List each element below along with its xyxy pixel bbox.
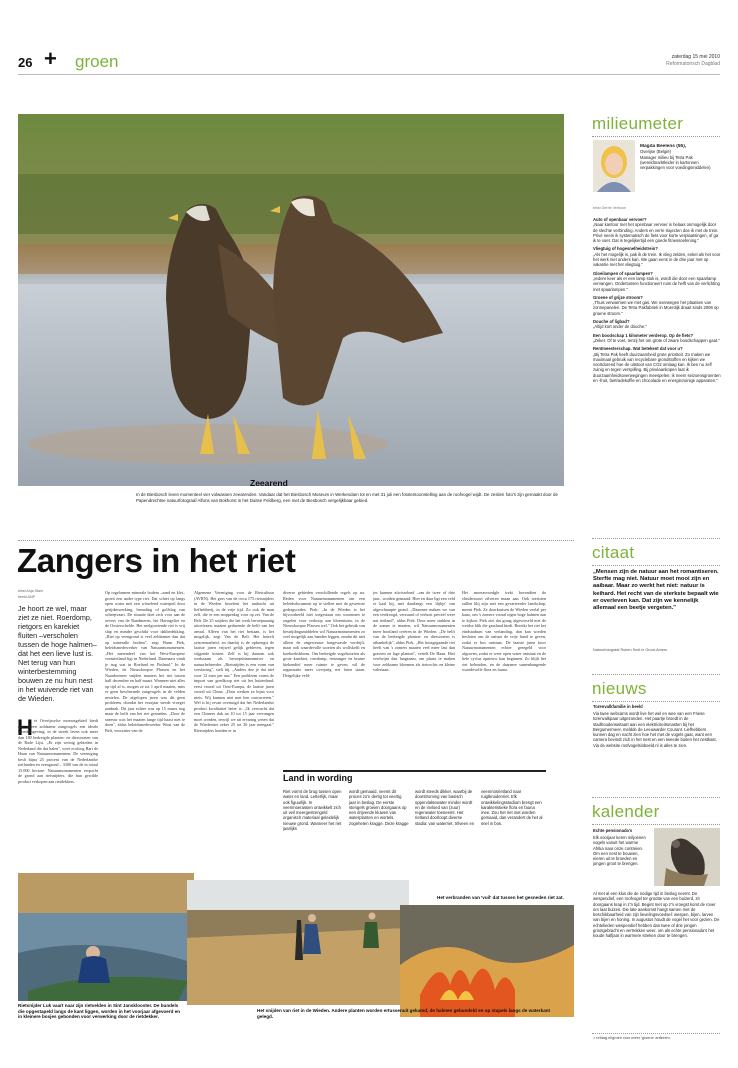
article-col-3 xyxy=(194,590,274,868)
qa-answer: „Bij Tetra Pak heeft duurzaamheid grote prioriteit. Zo maken we maximaal gebruik van recyclebare grondstoffen en kijken we voortdurend hoe de uitstoot van CO2 omlaag kan. Ik ben nu zelf zuinig en tegen verspilling. Bij privéaankopen laat ik duurzaamheidsoverwegingen meespelen: ik neem seizoensgroenten en -fruit, fairtradekoffie en chocolade en energiezuinige apparaten." xyxy=(593,351,721,384)
box-rule xyxy=(283,770,546,772)
qa-question: Auto of openbaar vervoer? xyxy=(593,217,647,222)
plus-icon: + xyxy=(44,46,57,71)
portrait-photo xyxy=(593,140,635,192)
kalender-rule xyxy=(592,824,720,825)
col4-text: diverse gebieden verschillende regels op na. Reden voor Natuurmonumenten om een beleidsdocument op te stellen met de gewenste gedragscodes. Piek: „In de Wieden is het bijvoorbeeld niet toegestaan om woonmen te ongelen voor verkoop aan bloemisten, in de Nieuwkoopse Plassen wel." Ook het gebruik van bestrijdingsmiddelen wil Natuurmonumenten zo veel mogelijk aan banden leggen, omdat dit niet alleen de ongewenste basgewasde verdrijft, maar ook waardevolle soorten als wolfskelfi en koekoeksbloem. Om bedreigde vogelsoorten als grote karekiet, roerdomp, rietzanger en bruine kiekendief meer ruimte te geven, wil de organisatie meer overjarig riet laten staan. Dergelijke veld- xyxy=(283,590,365,678)
hero-caption: In de Biesbosch leven momenteel vier volwassen zeearenden. Vandaar dat het Biesbosch Museum in Werkendam tot en met 31 juli een fototentoonstelling aan de roofvogel wijdt. De zeslien foto's zijn gemaakt door de Papendrechtse natuurfotograaf Alfons van Bokhorst in het Duitse Feldberg, een met de Biesbosch vergelijkbaar gebied. xyxy=(136,492,558,503)
kalender-title: kalender xyxy=(592,802,660,821)
person-name: Magda Beelens (55), xyxy=(640,144,687,149)
kalender-head: Echte pensionada's xyxy=(593,828,633,833)
caption-fire: Het verbranden van 'vuil' dat tussen het gesneden riet zat. xyxy=(437,895,564,900)
header-rule xyxy=(18,74,720,75)
caption-harvest: Het snijden van riet in de Wieden. Andere planten worden ertussenuit gekamd, de halmen gebundeld en op stapels langs de waterkant gelegd. xyxy=(257,1008,551,1019)
box-col-4: veenmosrietland naar ruigtkruidenriet. Elk ontwikkelingsstadium brengt een karakteristieke flora en fauna mee. Zou het riet niet worden gemaaid, dan verandert de het al snel in bos. xyxy=(481,789,543,826)
qa-answer: „Als het mogelijk is, pak ik de trein. Ik vlieg zelden, enkel als het voor het werk niet anders kan. We gaan eens in de drie jaar met op vakantie met het vliegtuig." xyxy=(593,251,721,268)
nieuws-rule xyxy=(592,701,720,702)
citaat-quote: „Mensen zijn de natuur aan het romantiseren. Sterfte mag niet. Natuur moet mooi zijn en aaibaar. Maar zo werkt het niet: natuur is keihard. Het recht van de sterkste bepaalt wie er overleven kan. Dat zijn we kennelijk allemaal een beetje vergeten." xyxy=(593,569,719,612)
milieumeter-title: milieumeter xyxy=(592,114,684,133)
nieuws-head: Torenvalkfamilie in beeld xyxy=(593,704,643,709)
qa-question: Rentmeesterschap. Wat betekent dat voor u? xyxy=(593,346,683,352)
milieumeter-credit: tekst Gerrie Verboon xyxy=(593,206,626,210)
citaat-title: citaat xyxy=(592,543,635,562)
qa-answer: „Iedere keer als er een lamp stuk is, wordt die door een spaarlamp vervangen. Ondertussen functioneert ruim de helft van de verlichting met spaarlampen." xyxy=(593,275,720,292)
nieuws-top-rule xyxy=(592,674,720,675)
byline-text: tekst Anja Stam xyxy=(18,589,43,593)
qa-question: Vliegtuig of hogesnelheidstrein? xyxy=(593,246,658,252)
article-col-5 xyxy=(373,590,455,768)
page-number: 26 xyxy=(18,55,33,70)
kalender-top-rule xyxy=(592,797,720,798)
qa-question: Een boodschap 1 kilometer verderop. Op de fiets? xyxy=(593,332,694,338)
photo-harvest xyxy=(187,880,409,1005)
photo-fire xyxy=(400,905,574,1017)
eagle-photo-image xyxy=(18,114,564,486)
qa-answer: „Zeker. Of te voet, tenzij het om grote of zware boodschappen gaat." xyxy=(593,337,720,343)
qa-answer: „Thuis verwarmen we met gas. We overwegen het plaatsen van zonnepanelen. De Tetra Pakfabriek in Moerdijk draait sinds 2006 op groene stroom." xyxy=(593,300,719,316)
box-col-1: Riet vormt de brug tussen open water en land. Letterlijk, maar ook figuurlijk. In veenmoerassen ontwikkelt zich uit veil meergestrengeld organisch materiaal geleidelijk nieuwe grond. Wanneer het riet jaarlijks xyxy=(283,789,342,832)
qa-question: Gloeilampen of spaarlampen? xyxy=(593,270,653,276)
citaat-rule xyxy=(592,565,720,566)
byline-photo: beeld ANP xyxy=(18,595,35,599)
kalender-bottom-rule xyxy=(592,1033,720,1034)
article-col-4 xyxy=(283,590,365,768)
article-col-6 xyxy=(462,590,546,768)
col6-text: Het moerasvoedgle trekt bovendien de vlinderooort zilveren maan aan. Ook toeristen zullen blij zijn met een gevarieerder landschap, meent Piek. Ze doorkruisen de Wieden veelal per kano, om 's zomers vooral tegen hoge halmen aan te kijken. Piek ziet dat graag afgewisseld met de weidse blik die grasland biedt. Bereikt het riet het eindstadium van verlanding, dan kan worden besloten om de natuur de vrije hand te geven, zodat er bos ontstaat. De laatste jaren koos Natuurmonumenten echter geregeld voor afgraven, zodat er weer open water ontstaat en de hele cyclus opnieuw kan beginnen. Zo blijft het riet behouden, en de daarmee samenhangende waardevolle flora en fauna. xyxy=(462,590,546,672)
box-title: Land in wording xyxy=(283,773,353,783)
col5-text: jes kunnen afwisselend –om de twee of drie jaar– worden gemaaid. Hier en daar ligt een veld er kaal bij, met daarlangs een 'dijkje' van afgeschraapte grond. „Daarmee maken we van een verdroogd, verzuurd of verbost perceel weer nat rietland", aldus Piek. Door meer stukken in de zomer te maaien, wil Natuurmonumenten meer hooiland creëren in de Wieden. „De helft van de bedreigde planten- en diersoorten is afhankelijk", aldus Piek. „Het hooigegaande riet heeft van 's zomers maaien veel meer last dan grassen en lage planten", vertelt De Haan. Hiet verdwijnt dan langzaam, om plaats te maken voor zeldzame bloemen als rietorchis en kleine valeriaan. xyxy=(373,590,455,672)
person-desc: Manager milieu bij Tetra Pak (wereldmarktleider in kartonnen verpakkingen voor voedingsmiddelen) xyxy=(640,154,711,171)
article-intro: Je hoort ze wel, maar ziet ze niet. Roerdomp, rietgors en karekiet fluiten –verscholen tussen de hoge halmen– dat het een lieve lust is. Net terug van hun winterbestemming bouwen ze nu hun nest in het wuivende riet van de Wieden. xyxy=(18,604,97,703)
bird-photo xyxy=(654,828,720,886)
article-col-2 xyxy=(105,590,185,868)
nieuws-title: nieuws xyxy=(592,679,647,698)
citaat-top-rule xyxy=(592,538,720,539)
col2-text: Op orgelarmen minerale bodem –zand en klei– groeit een ander type riet. Dat schiet op langs open water met een wisselend waterpeil door getijdenwerking, bemaling of golfslag van scheepvaart. De situatie doet zich voor aan de oevers van de Randmeren, het Haringvliet en de Oosterschelde. Het snelgroeiende riet is vrij slap en minder geschikt voor dakbedekking. „Riet op veengrond is veel zeldzamer dan dat op mineralle bodem", zegt Harm Piek, beleidsmedewerker van Natuurmonumenten. „Het merendeel van het West-Europese veenrietland ligt in Nederland. Daarnaast vindt je nog wat in Roeland en Finland." In de Wieden, de Nieuwkoopse Plassen en het Naardermeer snijden maaiers het riet tussen half december en half maart. Wanneer niet alles op tijd af is, mogen ze tot 1 april maaien, mits er geen beschermde zangvogels in de velden nestelen. De afgelopen jaren was dit geen probleem, doordat het voorjaar steeds vroeger aanbrak. Dit jaar echter was op 15 maart nog maar de helft van het riet gesneden. „Door de sneeuw was het maaien lange tijd haast niet te doen", aldus beleidsmedewerker Wout van de Belt, voorzitter van de xyxy=(105,590,185,733)
kalender-text1: Elk voorjaar keren miljoenen vogels vanuit het warme Afrika naar onze contreien. Om een nest te bouwen, eieren uit te broeden en jongen groot te brengen. xyxy=(593,835,646,867)
refdag-link[interactable]: > refdag.nl/groen voor meer 'groene' artikelen. xyxy=(593,1036,671,1040)
box-col-3: wordt steeds dikker, waarbij de doorstroming van basisch oppervlaktewater minder wordt en de invloed van (zuur) regenwater toeneemt. Het rietland doorloopt diverse stadia: van waterriet, trilveen en xyxy=(415,789,475,826)
article-headline: Zangers in het riet xyxy=(17,542,296,579)
col3-text: Algemene Vereniging voor de Rietcultuur (AVRN). Het gros van de circa 175 rietsnijders in de Wieden beoefent het ambacht uit liefhebberij, in de vrije tijd. Zo ook de man zelf, die er een snipperdag voor op zet. Van de Belt. De 25 snijders die het werk beroepsmatig uitoefenen, maaien gedurende de helft van het areaal. Alleen van het riet bestaan, is het mogelijk, zegt Van de Belt. Het betreft seizoensarbeid, en daarbij is de opbrengst de laatste jaren vrijwel gelijk gebleven, tegen stijgende kosten. Zelf is hij daarom ook werkzaam als beroepsbinnenmiser en natuurbeheerder. „Rietsnijden is een vorm van verslaving", stelt hij. „Anders doe je dat niet voor 12 euro per uur." Een probleem vormt de import van goedkoop riet uit het buitenland; eerst vooral uit Oost-Europa, de laatste jaren vooral uit China. „Daar werken ze bijna voor niets. Wij kunnen niet met hen concurreren." Wel is bij ervan overtuigd dat het Nederlandse product kwalitatief beter is. „Ik verwacht dat een Chinees dak na 10 tot 15 jaar vervangen moet worden, terwijl we uit ervaring weten dat de Wiedenriet zeker 25 tot 30 jaar meegaat." Rietsnijders houden er in xyxy=(194,590,274,733)
article-top-rule xyxy=(18,540,574,541)
box-col-2: wordt gemaaid, neemt dit proces zo'n dertig tot veertig jaar in beslag. De eerste stengels groeien doorgaans op een drijvende kluwen van waterplanten en wortels, zogeheten kragge. Deze kragge xyxy=(349,789,409,826)
nieuws-text: Via twee webcams wordt live het wel en wee van een Friese torenvalkpaar uitgezonden. Het paartje broedt in de stadhouderweitaart aan een elektriciteitsmasten bij het Bergumermeer, meldde de Leeuwarder Courant. Liefhebbers kunnen dag en nacht zien hoe het met de vogels gaat, want een camera bevindt zich in het nest en een tweede buiten het nestkast. Via de website roofvogelsinbeeld.nl is alles te zien. xyxy=(593,711,717,748)
kalender-text2: Al met al een klus die de nodige tijd in beslag neemt. De wespendief, een roofvogel ter grootte van een buizerd, zit doorgaans krap in z'n tijd. Begint met op z'n vroegst komt de rover om laat buizen. Die late aankomst hangt samen met de beschikbaarheid van zijn lievelingsvoedsel: wespen, bijen, larven van bijen en honing. In augustus houdt de vogel het voor gezien. De echtelieden wespendief hebben dan twee of drie jongen grootgebracht en vertrekken weer, om als echte pensionada's het koude halfjaar in warmere streken door te brengen. xyxy=(593,891,720,939)
qa-answer: „Naar kantoor met het openbaar vervoer is helaas onmogelijk door de slechte verbinding. Anders en verre trajecten doe ik met de trein. Privé neem ik systematisch de fiets voor korte verplaatsingen, of ga ik te voet. Dat is tegelijkertijd een goede fitnessoefening." xyxy=(593,222,719,244)
citaat-source: Natuurfotograaf Ruben Smit in Groot-Amers xyxy=(593,648,668,652)
col1-text: et Overijsselse moerasgebied biedt niet alleen zoldzame zangvogels een ideale broedomgeving; in de streek leven ook meer dan 180 bedreigde planten- en diersoorten van de Rode Lijst. „Er zijn weinig gebieden in Nederland die dat halen", weet ecoloog Bart de Haan van Natuurmonumenten. De vereniging beslt bijna 25 procent van de Nederlandse rietlanden en veengrond – 3300 van de in totaal 15.000 hectare. Natuurmonumenten verpacht de grond aan rietsnijders, die hun gewilde product verkopen aan rietdekkers. xyxy=(18,718,98,784)
caption-boat: Rietsnijder Luk vaart naar zijn rietvelden in Sint Jansklooster. De bundels die opgestapeld langs de kant liggen, worden in het voorjaar afgevoerd en in kleinere bosjes gebonden voor verwerking door de rietdekker. xyxy=(18,1003,181,1020)
qa-question: Groene of grijze stroom? xyxy=(593,294,643,300)
milieumeter-qa xyxy=(593,214,721,526)
header-paper: Reformatorisch Dagblad xyxy=(666,61,720,67)
dropcap: H xyxy=(17,715,33,740)
person-place: Overijse (België) xyxy=(640,149,671,155)
hero-photo xyxy=(18,114,564,486)
photo-boat xyxy=(18,873,194,1001)
qa-question: Douche of ligbad? xyxy=(593,319,630,325)
milieumeter-rule xyxy=(592,136,720,137)
milieumeter-person xyxy=(640,144,720,170)
hero-title: Zeearend xyxy=(250,478,288,488)
header-date: zaterdag 15 mei 2010 xyxy=(671,54,720,60)
qa-answer: „Altijd kort onder de douche." xyxy=(593,324,647,330)
section-title: groen xyxy=(75,52,119,71)
article-col-1 xyxy=(17,715,98,868)
